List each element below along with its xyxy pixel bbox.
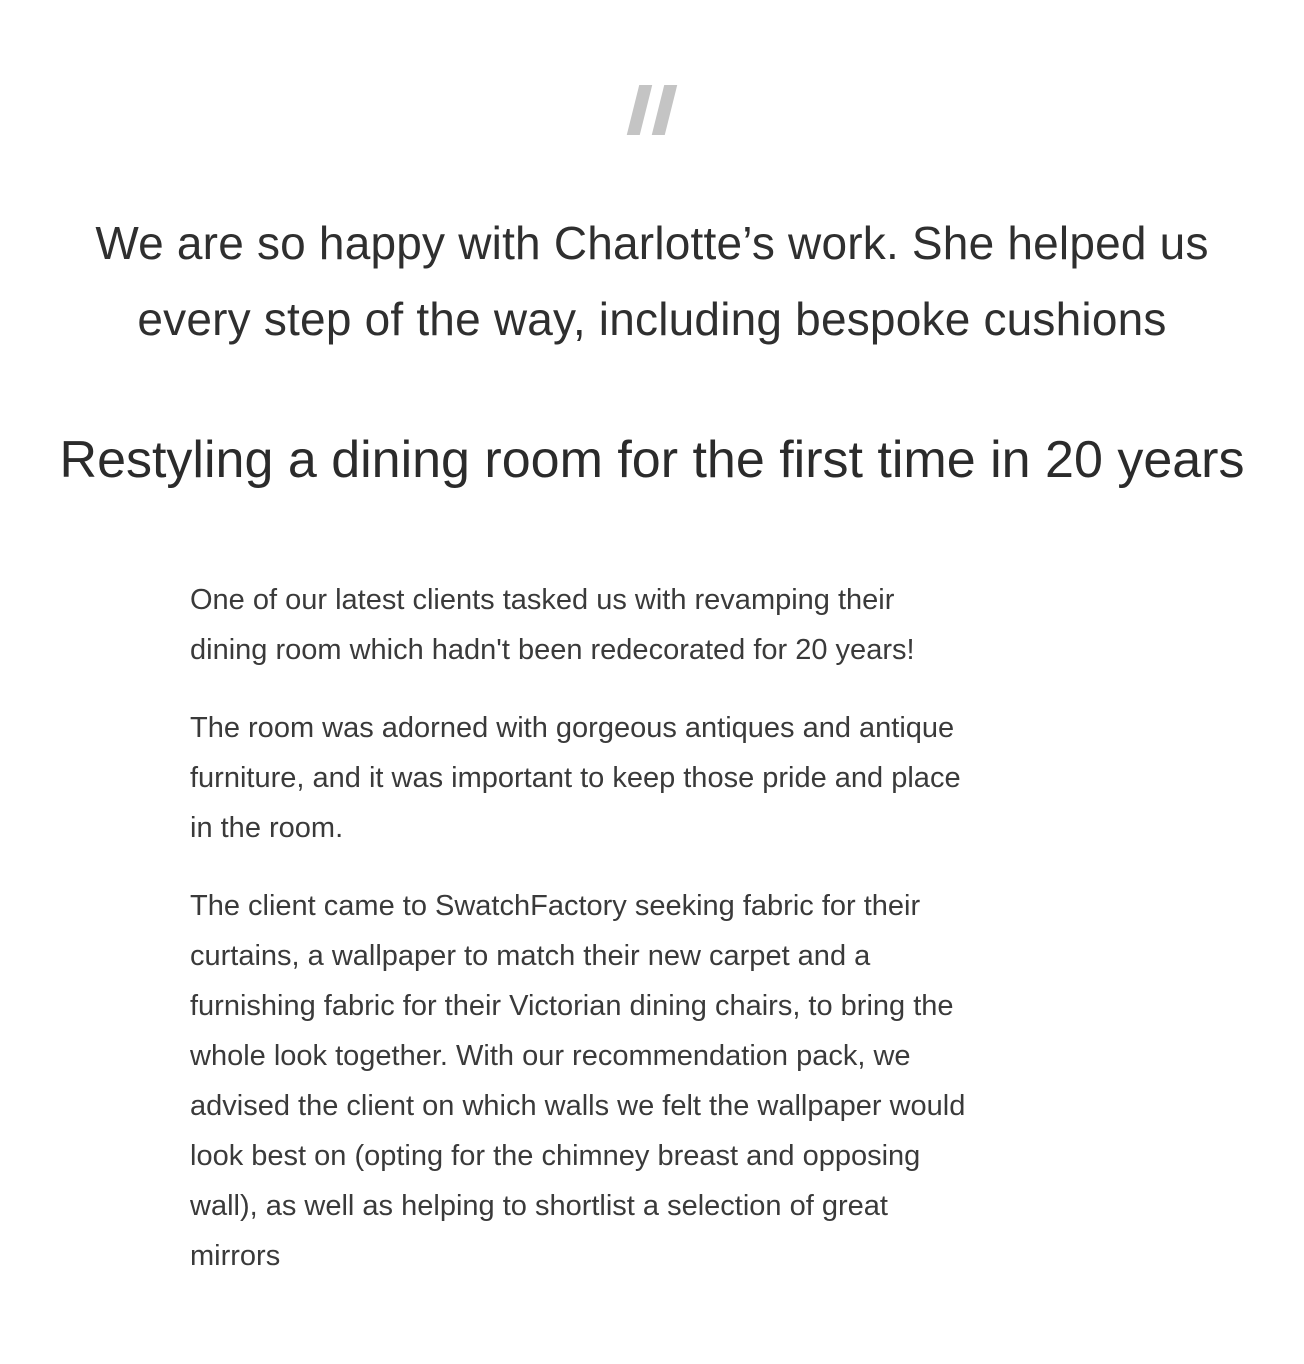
article-paragraph	[190, 703, 1110, 853]
text-line: in the room.	[190, 812, 344, 844]
text-line: look best on (opting for the chimney breast and opposing	[190, 1140, 921, 1172]
text-line: We are so happy with Charlotte’s work. She helped us	[95, 217, 1209, 269]
text-line: One of our latest clients tasked us with revamping their	[190, 584, 895, 616]
article-paragraph	[190, 575, 1110, 675]
text-line: dining room which hadn't been redecorated for 20 years!	[190, 634, 915, 666]
quote-slash-bar	[627, 85, 652, 135]
article-title: Restyling a dining room for the first time in 20 years	[59, 431, 1245, 489]
text-line: furniture, and it was important to keep those pride and place	[190, 762, 961, 794]
text-line: curtains, a wallpaper to match their new carpet and a	[190, 940, 871, 972]
quote-slash-bar	[652, 85, 677, 135]
article-paragraph	[190, 881, 1110, 1281]
text-line: furnishing fabric for their Victorian dining chairs, to bring the	[190, 990, 954, 1022]
testimonial-quote	[22, 205, 1282, 357]
text-line: wall), as well as helping to shortlist a selection of great	[190, 1190, 888, 1222]
text-line: advised the client on which walls we felt the wallpaper would	[190, 1090, 966, 1122]
text-line: whole look together. With our recommendation pack, we	[190, 1040, 911, 1072]
text-line: mirrors	[190, 1240, 281, 1272]
double-slash-quote-icon	[0, 0, 1304, 135]
article-body	[190, 575, 1110, 1281]
text-line: The room was adorned with gorgeous antiques and antique	[190, 712, 955, 744]
text-line: every step of the way, including bespoke cushions	[137, 293, 1167, 345]
text-line: The client came to SwatchFactory seeking fabric for their	[190, 890, 921, 922]
